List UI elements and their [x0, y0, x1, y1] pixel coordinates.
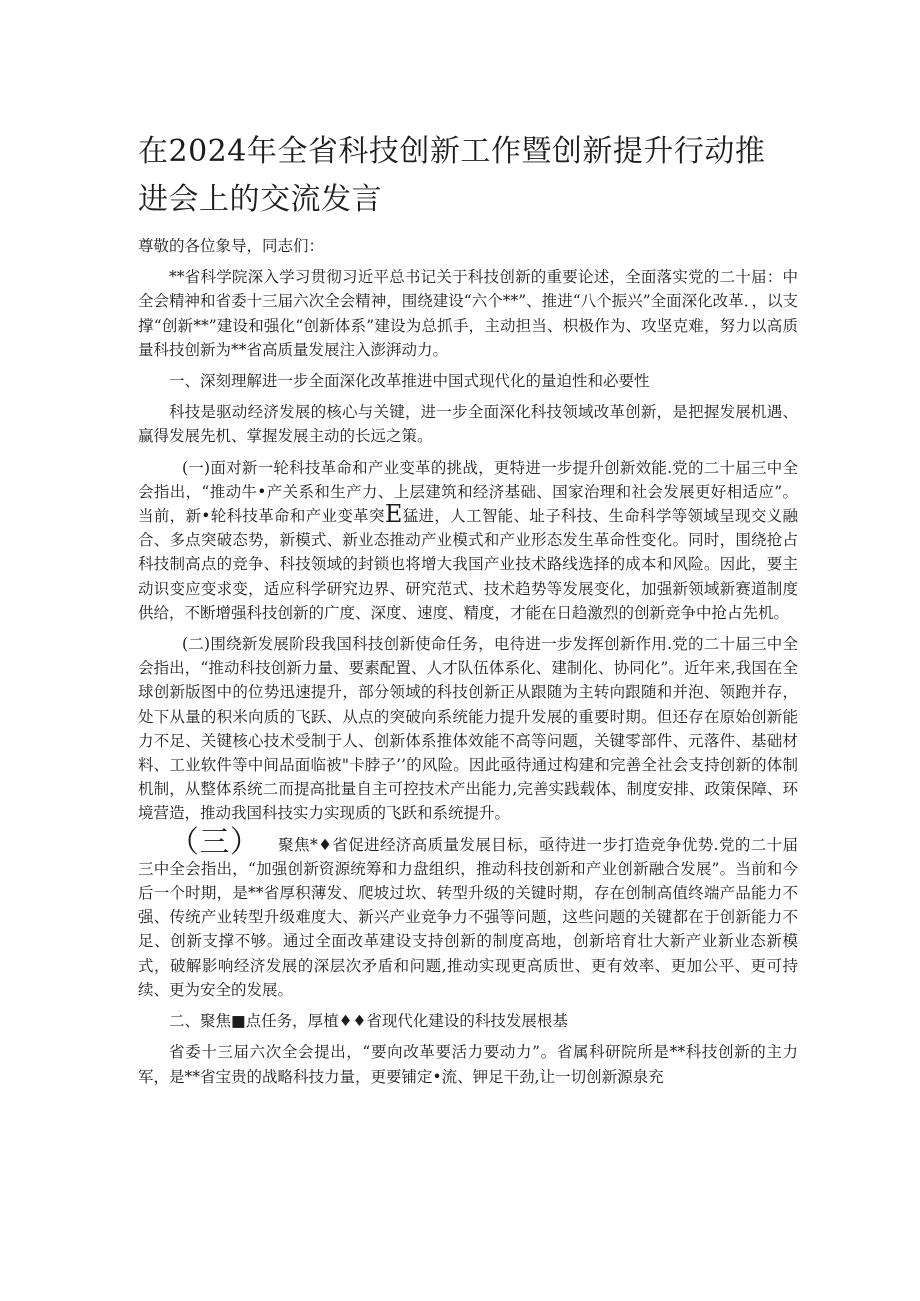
intro-paragraph: **省科学院深入学习贯彻习近平总书记关于科技创新的重要论述，全面落实党的二十届：中全会精神和省委十三届六次全会精神，围绕建设“六个**”、推进“八个振兴”全面深化改革．，以支撑“创新**”建设和强化“创新体系”建设为总抓手，主动担当、枳极作为、攻坚克难，努力以高质量科技创新为**省高质量发展注入澎湃动力。	[138, 268, 798, 359]
document-title: 在2024年全省科技创新工作暨创新提升行动推进会上的交流发言	[138, 134, 766, 217]
subsection-3-number: （三）	[169, 824, 261, 860]
subsection-1-text-end: 猛进，人工智能、址子科技、生命科学等领域呈现交义融合、多点突破态势，新模式、新业态推动产业模式和产业形态发生革命性变化。同时，围绕抢占科技制高点的竞争、科技领域的封锁也将增大我国产业技术路线选择的成本和风险。因此，要主动识变应变求变，适应科学研究边界、研究范式、技术趋势等发展变化，加强新领域新赛道制度供给，不断增强科技创新的广度、深度、速度、精度，才能在日趋激烈的创新竞争中抢占先机。	[138, 507, 798, 622]
section-2-heading: 二、聚焦■点任务，厚植♦♦省现代化建设的科技发展根基	[169, 1012, 568, 1031]
enlarged-glyph: E	[384, 500, 403, 529]
subsection-3-text: 聚焦*♦省促进经济高质量发展目标，亟待进一步打造竞争优势.党的二十届三中全会指出，“加强创新资源统筹和力盘组织，推动科技创新和产业创新融合发展”。当前和今后一个时期，是**省厚积薄发、爬坡过坎、转型升级的关键时期，存在创制高值终端产品能力不强、传统产业转型升级难度大、新兴产业竞争力不强等问题，这些问题的关键都在于创新能力不足、创新支撑不够。通过全面改革建设支持创新的制度高地，创新培育壮大新产业新业态新模式，破解影响经济发展的深层次矛盾和问题,推动实现更高质世、更有效率、更加公平、更可持续、更为安全的发展。	[138, 835, 799, 999]
subsection-3-paragraph	[138, 824, 799, 1002]
document-body	[138, 234, 798, 1089]
section-1-intro: 科技是驱动经济发展的核心与关键，进一步全面深化科技领域改革创新，是把握发展机遇、赢得发展先机、掌握发展主动的长远之策。	[138, 403, 798, 446]
section-2-intro: 省委十三届六次全会提出，“要向改革要活力要动力”。省属科研院所是**科技创新的主力军，是**省宝贵的战略科技力量，更要铺定•流、钾足干劲,让一切创新源泉充	[138, 1043, 798, 1086]
subsection-1-text-start: (一)面对新一轮科技革命和产业变革的挑战，更特进一步提升创新效能.党的二十届三中全会指出，“推动牛•产关系和生产力、上层建筑和经济基础、国家治理和社会发展更好相适应”。当前，新•轮科技革命和产业变革突	[138, 458, 798, 526]
subsection-1-paragraph	[138, 456, 798, 625]
salutation: 尊敬的各位象导，同志们：	[138, 237, 325, 255]
subsection-2-paragraph: (二)围绕新发展阶段我国科技创新使命任务，电待进一步发挥创新作用.党的二十届三中全会指出，“推动科技创新力量、要素配置、人才队伍体系化、建制化、协同化”。近年来,我国在全球创新版图中的位势迅速提升，部分领域的科技创新正从跟随为主转向跟随和并泡、领跑并存，处下从量的积米向质的飞跃、从点的突破向系统能力提升发展的重要时期。但还存在原始创新能力不足、关键核心技术受制于人、创新体系推体效能不高等问题，关键零部件、元落件、基础材料、工业软件等中间品面临被"卡脖子’’的风险。因此亟待通过构建和完善全社会支持创新的体制机制，从整体系统二而提高批量自主可控技术产出能力,完善实践载体、制度安排、政策保障、环境营造，推动我国科技实力实现质的飞跃和系统提升。	[138, 635, 798, 823]
section-1-heading: 一、深刻理解进一步全面深化改革推进中国式现代化的量迫性和必要性	[169, 372, 650, 391]
